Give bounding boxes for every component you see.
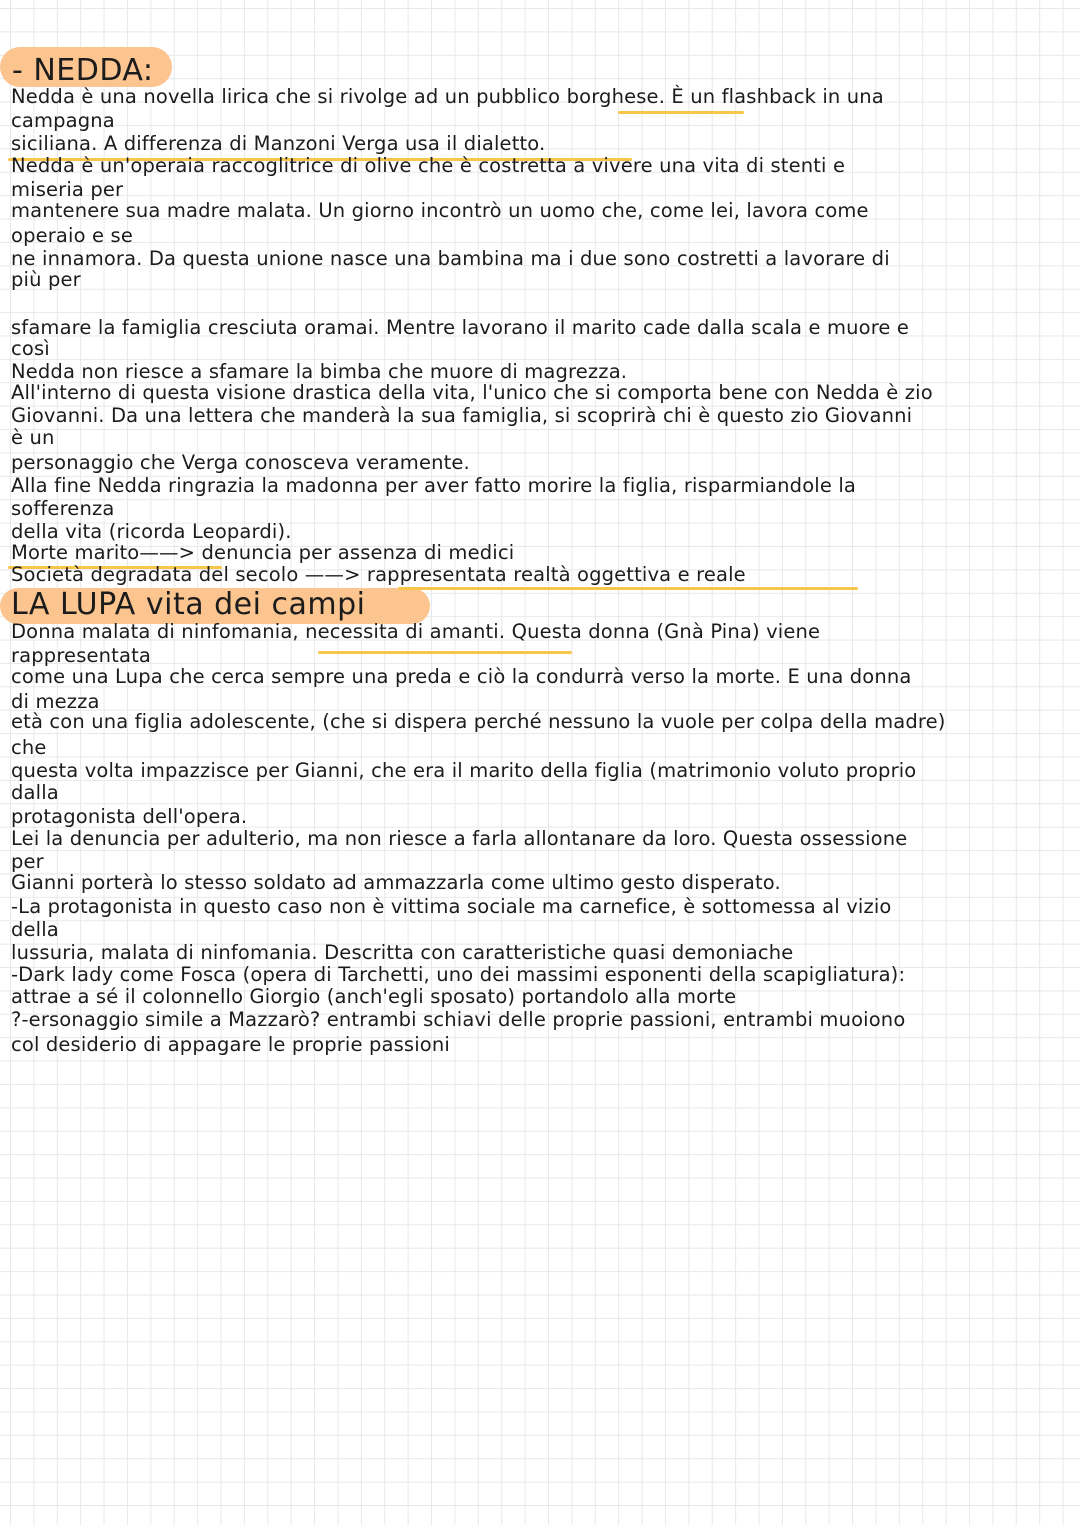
nedda-line: Società degradata del secolo ——> rappresentata realtà oggettiva e reale: [11, 563, 746, 586]
nedda-line: operaio e se: [11, 224, 133, 247]
lupa-line: questa volta impazzisce per Gianni, che era il marito della figlia (matrimonio voluto proprio: [11, 759, 917, 782]
lupa-line: che: [11, 736, 47, 759]
nedda-line: della vita (ricorda Leopardi).: [11, 520, 292, 543]
lupa-line: di mezza: [11, 690, 100, 713]
lupa-title: LA LUPA vita dei campi: [11, 587, 366, 622]
lupa-line: rappresentata: [11, 644, 151, 667]
underline-borghese: [618, 111, 744, 114]
lupa-line: lussuria, malata di ninfomania. Descritta con caratteristiche quasi demoniache: [11, 941, 794, 964]
nedda-line: così: [11, 337, 50, 360]
lupa-line: ?-ersonaggio simile a Mazzarò? entrambi schiavi delle proprie passioni, entrambi muoiono: [11, 1008, 906, 1031]
nedda-line: ne innamora. Da questa unione nasce una bambina ma i due sono costretti a lavorare di: [11, 247, 890, 270]
nedda-title: - NEDDA:: [12, 53, 154, 88]
lupa-line: Gianni porterà lo stesso soldato ad ammazzarla come ultimo gesto disperato.: [11, 871, 781, 894]
nedda-line: campagna: [11, 109, 115, 132]
nedda-line: miseria per: [11, 178, 124, 201]
nedda-line: All'interno di questa visione drastica della vita, l'unico che si comporta bene con Nedda è zio: [11, 381, 933, 404]
lupa-line: protagonista dell'opera.: [11, 805, 248, 828]
lupa-line: per: [11, 850, 44, 873]
nedda-line: sfamare la famiglia cresciuta oramai. Mentre lavorano il marito cade dalla scala e muore e: [11, 316, 910, 339]
nedda-line: Giovanni. Da una lettera che manderà la sua famiglia, si scoprirà chi è questo zio Giovanni: [11, 404, 913, 427]
lupa-line: Lei la denuncia per adulterio, ma non riesce a farla allontanare da loro. Questa ossessione: [11, 827, 908, 850]
lupa-line: -Dark lady come Fosca (opera di Tarchetti, uno dei massimi esponenti della scapigliatura):: [11, 963, 906, 986]
nedda-line: Nedda è un'operaia raccoglitrice di olive che è costretta a vivere una vita di stenti e: [11, 154, 846, 177]
lupa-line: attrae a sé il colonnello Giorgio (anch'egli sposato) portandolo alla morte: [11, 985, 737, 1008]
lupa-line: come una Lupa che cerca sempre una preda e ciò la condurrà verso la morte. E una donna: [11, 665, 912, 688]
nedda-line: Alla fine Nedda ringrazia la madonna per aver fatto morire la figlia, risparmiandole la: [11, 474, 857, 497]
lupa-line: Donna malata di ninfomania, necessita di amanti. Questa donna (Gnà Pina) viene: [11, 620, 821, 643]
underline-rappresentata: [398, 587, 858, 590]
nedda-line: mantenere sua madre malata. Un giorno incontrò un uomo che, come lei, lavora come: [11, 199, 869, 222]
nedda-line: Nedda è una novella lirica che si rivolge ad un pubblico borghese. È un flashback in una: [11, 85, 884, 108]
nedda-line: personaggio che Verga conosceva veramente.: [11, 451, 470, 474]
lupa-line: dalla: [11, 781, 59, 804]
lupa-line: col desiderio di appagare le proprie passioni: [11, 1033, 450, 1056]
lupa-line: età con una figlia adolescente, (che si dispera perché nessuno la vuole per colpa della madre): [11, 710, 946, 733]
lupa-line: -La protagonista in questo caso non è vittima sociale ma carnefice, è sottomessa al vizio: [11, 895, 892, 918]
nedda-line: sofferenza: [11, 497, 115, 520]
underline-necessita: [318, 651, 572, 654]
nedda-line: siciliana. A differenza di Manzoni Verga usa il dialetto.: [11, 132, 546, 155]
nedda-line: più per: [11, 268, 81, 291]
lupa-line: della: [11, 918, 59, 941]
nedda-line: Morte marito——> denuncia per assenza di medici: [11, 541, 515, 564]
nedda-line: Nedda non riesce a sfamare la bimba che muore di magrezza.: [11, 360, 628, 383]
nedda-line: è un: [11, 426, 55, 449]
